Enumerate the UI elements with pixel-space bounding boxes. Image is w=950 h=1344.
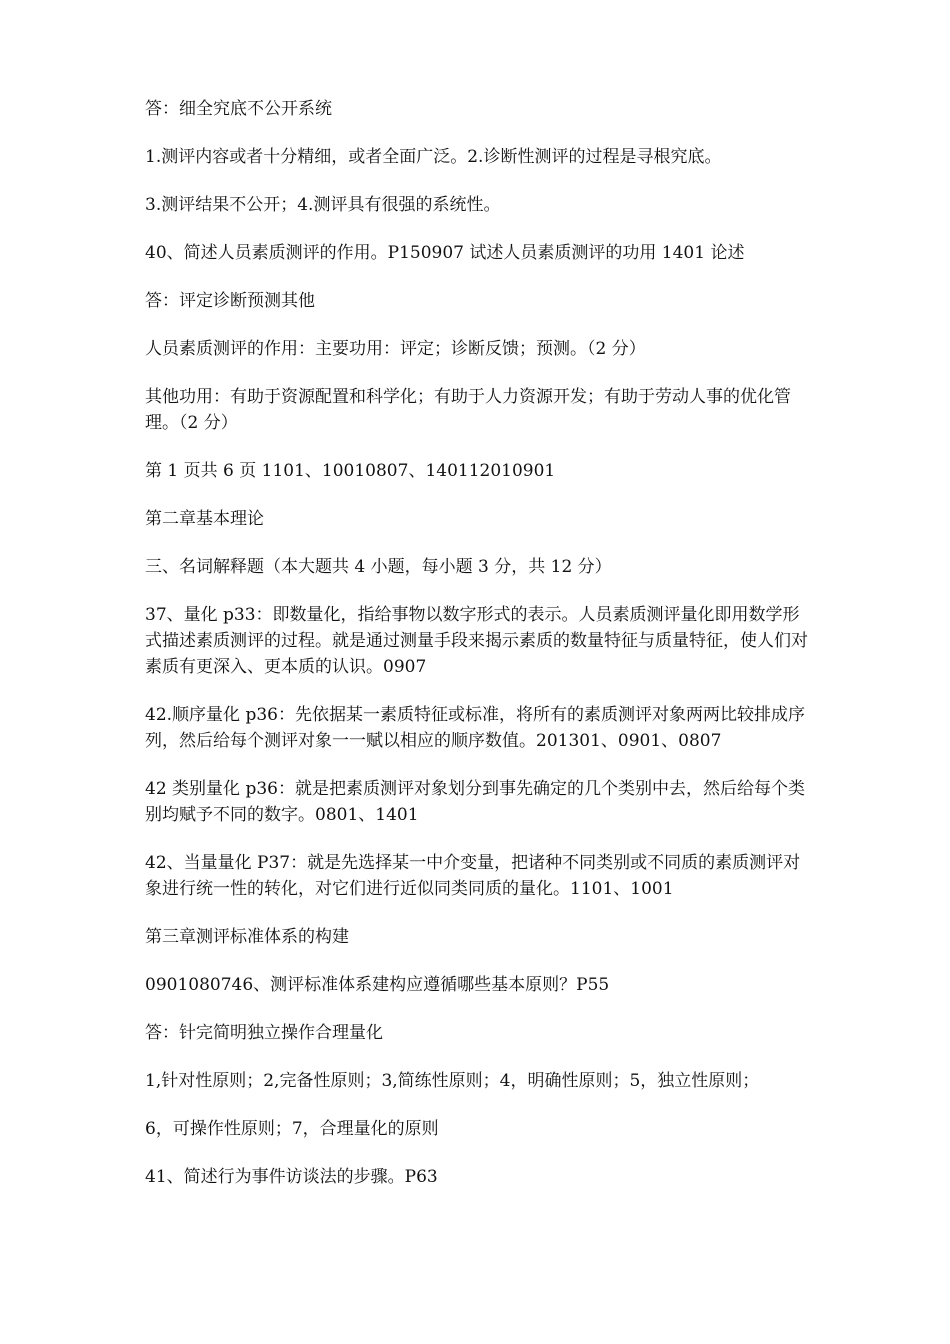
paragraph: 其他功用：有助于资源配置和科学化；有助于人力资源开发；有助于劳动人事的优化管理。（2 分） [145,387,791,433]
question-line: 40、简述人员素质测评的作用。P150907 试述人员素质测评的功用 1401 论述 [145,243,745,263]
answer-line: 答：评定诊断预测其他 [145,291,315,311]
paragraph: 42 类别量化 p36：就是把素质测评对象划分到事先确定的几个类别中去，然后给每个类别均赋予不同的数字。0801、1401 [145,779,805,825]
document-body [145,96,815,1212]
chapter-heading: 第二章基本理论 [145,509,264,529]
paragraph: 1.测评内容或者十分精细，或者全面广泛。2.诊断性测评的过程是寻根究底。 [145,147,722,167]
answer-line: 答：针完简明独立操作合理量化 [145,1023,383,1043]
paragraph: 3.测评结果不公开；4.测评具有很强的系统性。 [145,195,501,215]
section-heading: 三、名词解释题（本大题共 4 小题，每小题 3 分，共 12 分） [145,557,612,577]
question-line: 0901080746、测评标准体系建构应遵循哪些基本原则？P55 [145,975,610,995]
paragraph: 42、当量量化 P37：就是先选择某一中介变量，把诸种不同类别或不同质的素质测评对象进行统一性的转化，对它们进行近似同类同质的量化。1101、1001 [145,853,801,899]
paragraph: 6，可操作性原则；7，合理量化的原则 [145,1119,439,1139]
paragraph: 37、量化 p33：即数量化，指给事物以数字形式的表示。人员素质测评量化即用数学形式描述素质测评的过程。就是通过测量手段来揭示素质的数量特征与质量特征，使人们对素质有更深入、更本质的认识。0907 [145,605,808,677]
paragraph: 42.顺序量化 p36：先依据某一素质特征或标准，将所有的素质测评对象两两比较排成序列，然后给每个测评对象一一赋以相应的顺序数值。201301、0901、0807 [145,705,805,751]
page-note: 第 1 页共 6 页 1101、10010807、140112010901 [145,461,556,481]
question-line: 41、简述行为事件访谈法的步骤。P63 [145,1167,438,1187]
answer-line: 答：细全究底不公开系统 [145,99,332,119]
paragraph: 1,针对性原则；2,完备性原则；3,简练性原则；4，明确性原则；5，独立性原则； [145,1071,760,1091]
paragraph: 人员素质测评的作用：主要功用：评定；诊断反馈；预测。（2 分） [145,339,646,359]
chapter-heading: 第三章测评标准体系的构建 [145,927,349,947]
